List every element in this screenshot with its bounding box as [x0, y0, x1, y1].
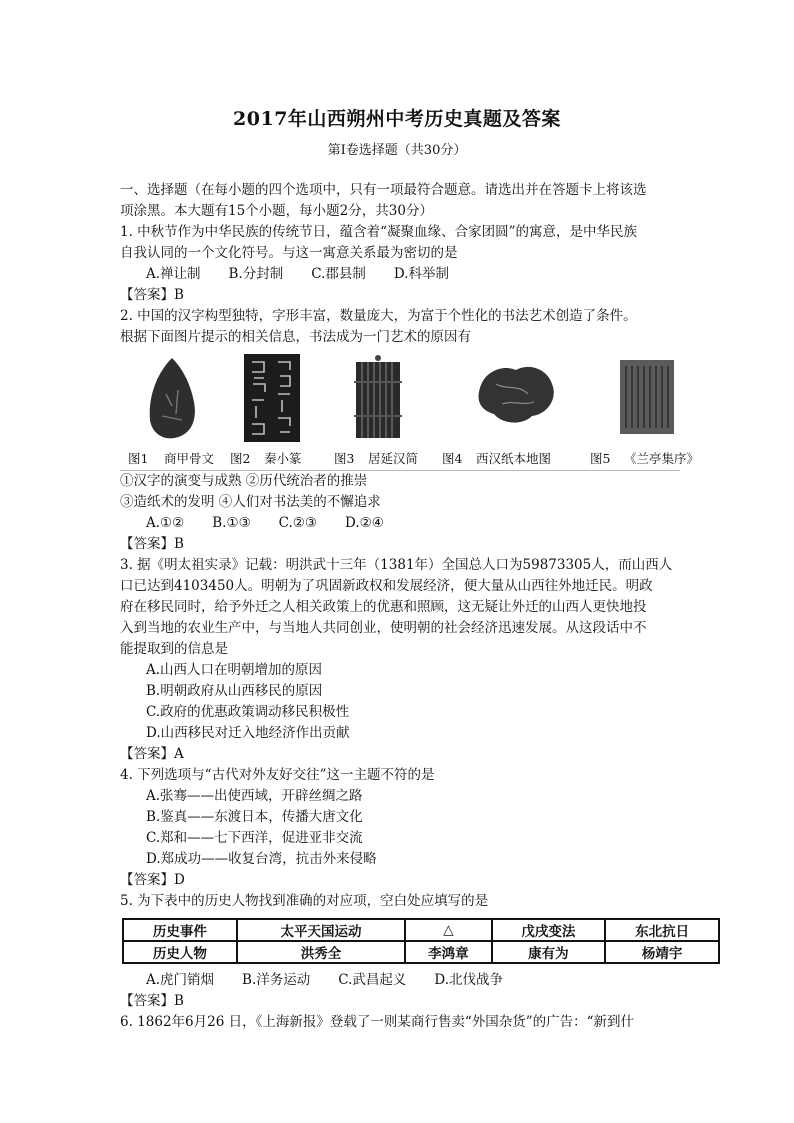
table-cell: 康有为 [492, 941, 606, 963]
q5-answer: 【答案】B [120, 993, 184, 1009]
q3-stem: 府在移民同时，给予外迁之人相关政策上的优惠和照顾，这无疑让外迁的山西人更快地投 [120, 599, 647, 615]
q1-stem: 1. 中秋节作为中华民族的传统节日，蕴含着“凝聚血缘、合家团圆”的寓意，是中华民族 [120, 224, 637, 240]
page-subtitle: 第Ⅰ卷选择题（共30分） [327, 143, 467, 158]
table-cell: 李鸿章 [405, 941, 491, 963]
option: C.郡县制 [311, 266, 366, 282]
option: D.②④ [345, 515, 384, 531]
q3-stem: 入到当地的农业生产中，与当地人共同创业，使明朝的社会经济迅速发展。从这段话中不 [120, 620, 647, 636]
bamboo-slips-image [352, 354, 404, 442]
q2-figure-captions [120, 448, 700, 471]
table-cell: 历史人物 [123, 941, 237, 963]
q3-option: C.政府的优惠政策调动移民积极性 [146, 704, 350, 720]
exam-body [120, 180, 700, 1033]
q3-option: D.山西移民对迁入地经济作出贡献 [146, 725, 350, 741]
option: A.①② [146, 515, 185, 531]
section-instructions-cont: 项涂黑。本大题有15个小题，每小题2分，共30分） [120, 203, 433, 219]
q4-answer: 【答案】D [120, 872, 185, 888]
figure-caption: 商甲骨文 [164, 451, 215, 466]
table-row [123, 919, 719, 941]
option: D.科举制 [393, 266, 450, 282]
option: B.分封制 [228, 266, 284, 282]
q3-answer: 【答案】A [120, 746, 184, 762]
q3-stem: 3. 据《明太祖实录》记载：明洪武十三年（1381年）全国总人口为59873305人，而山西人 [120, 557, 673, 573]
q2-statements-cont: ③造纸术的发明 ④人们对书法美的不懈追求 [120, 494, 381, 510]
paper-map-image [472, 354, 560, 434]
figure-caption: 居延汉简 [368, 451, 419, 466]
option: A.禅让制 [146, 266, 201, 282]
q5-stem: 5. 为下表中的历史人物找到准确的对应项，空白处应填写的是 [120, 893, 489, 909]
figure-caption: 西汉纸本地图 [476, 451, 552, 466]
table-cell: △ [405, 919, 491, 941]
q2-options [120, 513, 680, 534]
seal-script-image [244, 354, 300, 442]
table-cell: 杨靖宇 [605, 941, 719, 963]
q1-options [120, 264, 680, 285]
option: C.②③ [278, 515, 318, 531]
q2-answer: 【答案】B [120, 536, 184, 552]
option: C.武昌起义 [338, 972, 407, 988]
q4-option: D.郑成功——收复台湾，抗击外来侵略 [146, 851, 377, 867]
q1-stem-cont: 自我认同的一个文化符号。与这一寓意关系最为密切的是 [120, 245, 458, 261]
q6-stem: 6. 1862年6月26 日，《上海新报》登载了一则某商行售卖“外国杂货”的广告：“新到什 [120, 1014, 635, 1030]
q1-answer: 【答案】B [120, 287, 184, 303]
q5-table [122, 918, 720, 964]
q2-figures [120, 352, 680, 448]
q5-options [120, 970, 680, 991]
section-instructions: 一、选择题（在每小题的四个选项中，只有一项最符合题意。请选出并在答题卡上将该选 [120, 182, 647, 198]
option: A.虎门销烟 [146, 972, 215, 988]
table-cell: 戊戌变法 [492, 919, 606, 941]
q4-option: A.张骞——出使西域，开辟丝绸之路 [146, 788, 363, 804]
q4-option: B.鉴真——东渡日本，传播大唐文化 [146, 809, 363, 825]
table-cell: 太平天国运动 [237, 919, 406, 941]
q2-stem: 2. 中国的汉字构型独特，字形丰富，数量庞大，为富于个性化的书法艺术创造了条件。 [120, 308, 637, 324]
figure-label: 图5 [590, 451, 611, 466]
figure-label: 图3 [334, 451, 355, 466]
q3-stem: 口已达到4103450人。明朝为了巩固新政权和发展经济，便大量从山西往外地迁民。明政 [120, 578, 653, 594]
q3-option: B.明朝政府从山西移民的原因 [146, 683, 323, 699]
option: D.北伐战争 [434, 972, 504, 988]
table-cell: 洪秀全 [237, 941, 406, 963]
figure-label: 图1 [128, 451, 149, 466]
figure-caption: 秦小篆 [264, 451, 302, 466]
q3-option: A.山西人口在明朝增加的原因 [146, 662, 323, 678]
table-cell: 历史事件 [123, 919, 237, 941]
q2-statements: ①汉字的演变与成熟 ②历代统治者的推崇 [120, 473, 368, 489]
page-title: 2017年山西朔州中考历史真题及答案 [233, 108, 561, 130]
figure-label: 图2 [230, 451, 251, 466]
oracle-bone-image [142, 354, 202, 442]
calligraphy-scroll-image [618, 354, 676, 436]
figure-label: 图4 [442, 451, 463, 466]
table-row [123, 941, 719, 963]
table-cell: 东北抗日 [605, 919, 719, 941]
q2-stem-cont: 根据下面图片提示的相关信息，书法成为一门艺术的原因有 [120, 329, 471, 345]
q4-option: C.郑和——七下西洋，促进亚非交流 [146, 830, 363, 846]
q4-stem: 4. 下列选项与“古代对外友好交往”这一主题不符的是 [120, 767, 435, 783]
q3-stem: 能提取到的信息是 [120, 641, 228, 657]
figure-caption: 《兰亭集序》 [624, 451, 700, 466]
option: B.①③ [212, 515, 251, 531]
option: B.洋务运动 [242, 972, 311, 988]
